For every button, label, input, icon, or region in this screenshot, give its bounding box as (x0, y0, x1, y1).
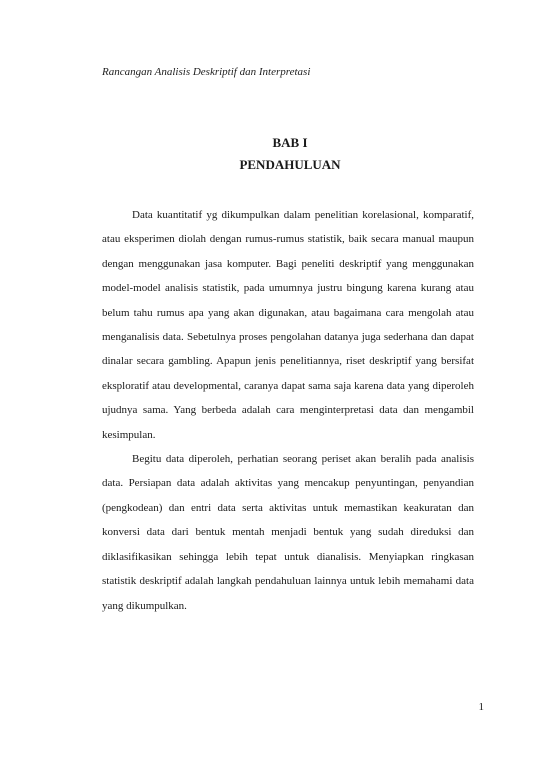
body-text (102, 203, 474, 618)
paragraph-2: Begitu data diperoleh, perhatian seorang periset akan beralih pada analisis data. Persiapan data adalah aktivitas yang mencakup penyuntingan, penyandian (pengkodean) dan entri data serta aktivitas untuk memastikan keakuratan dan konversi data dari bentuk mentah menjadi bentuk yang sudah direduksi dan diklasifikasikan sehingga lebih tepat untuk dianalisis. Menyiapkan ringkasan statistik deskriptif adalah langkah pendahuluan lainnya untuk lebih memahami data yang dikumpulkan. (102, 453, 474, 612)
chapter-title: PENDAHULUAN (239, 157, 341, 172)
chapter-number: BAB I (272, 135, 308, 150)
running-header: Rancangan Analisis Deskriptif dan Interpretasi (102, 66, 311, 78)
page-number: 1 (478, 701, 484, 713)
paragraph-1: Data kuantitatif yg dikumpulkan dalam penelitian korelasional, komparatif, atau eksperimen diolah dengan rumus-rumus statistik, baik secara manual maupun dengan menggunakan jasa komputer. Bagi peneliti deskriptif yang menggunakan model-model analisis statistik, pada umumnya justru bingung karena kurang atau belum tahu rumus apa yang akan digunakan, atau bagaimana cara mengolah atau menganalisis data. Sebetulnya proses pengolahan datanya juga sederhana dan dapat dinalar secara gambling. Apapun jenis penelitiannya, riset deskriptif yang bersifat eksploratif atau developmental, caranya dapat sama saja karena data yang diperoleh ujudnya sama. Yang berbeda adalah cara menginterpretasi data dan mengambil kesimpulan. (102, 209, 474, 441)
